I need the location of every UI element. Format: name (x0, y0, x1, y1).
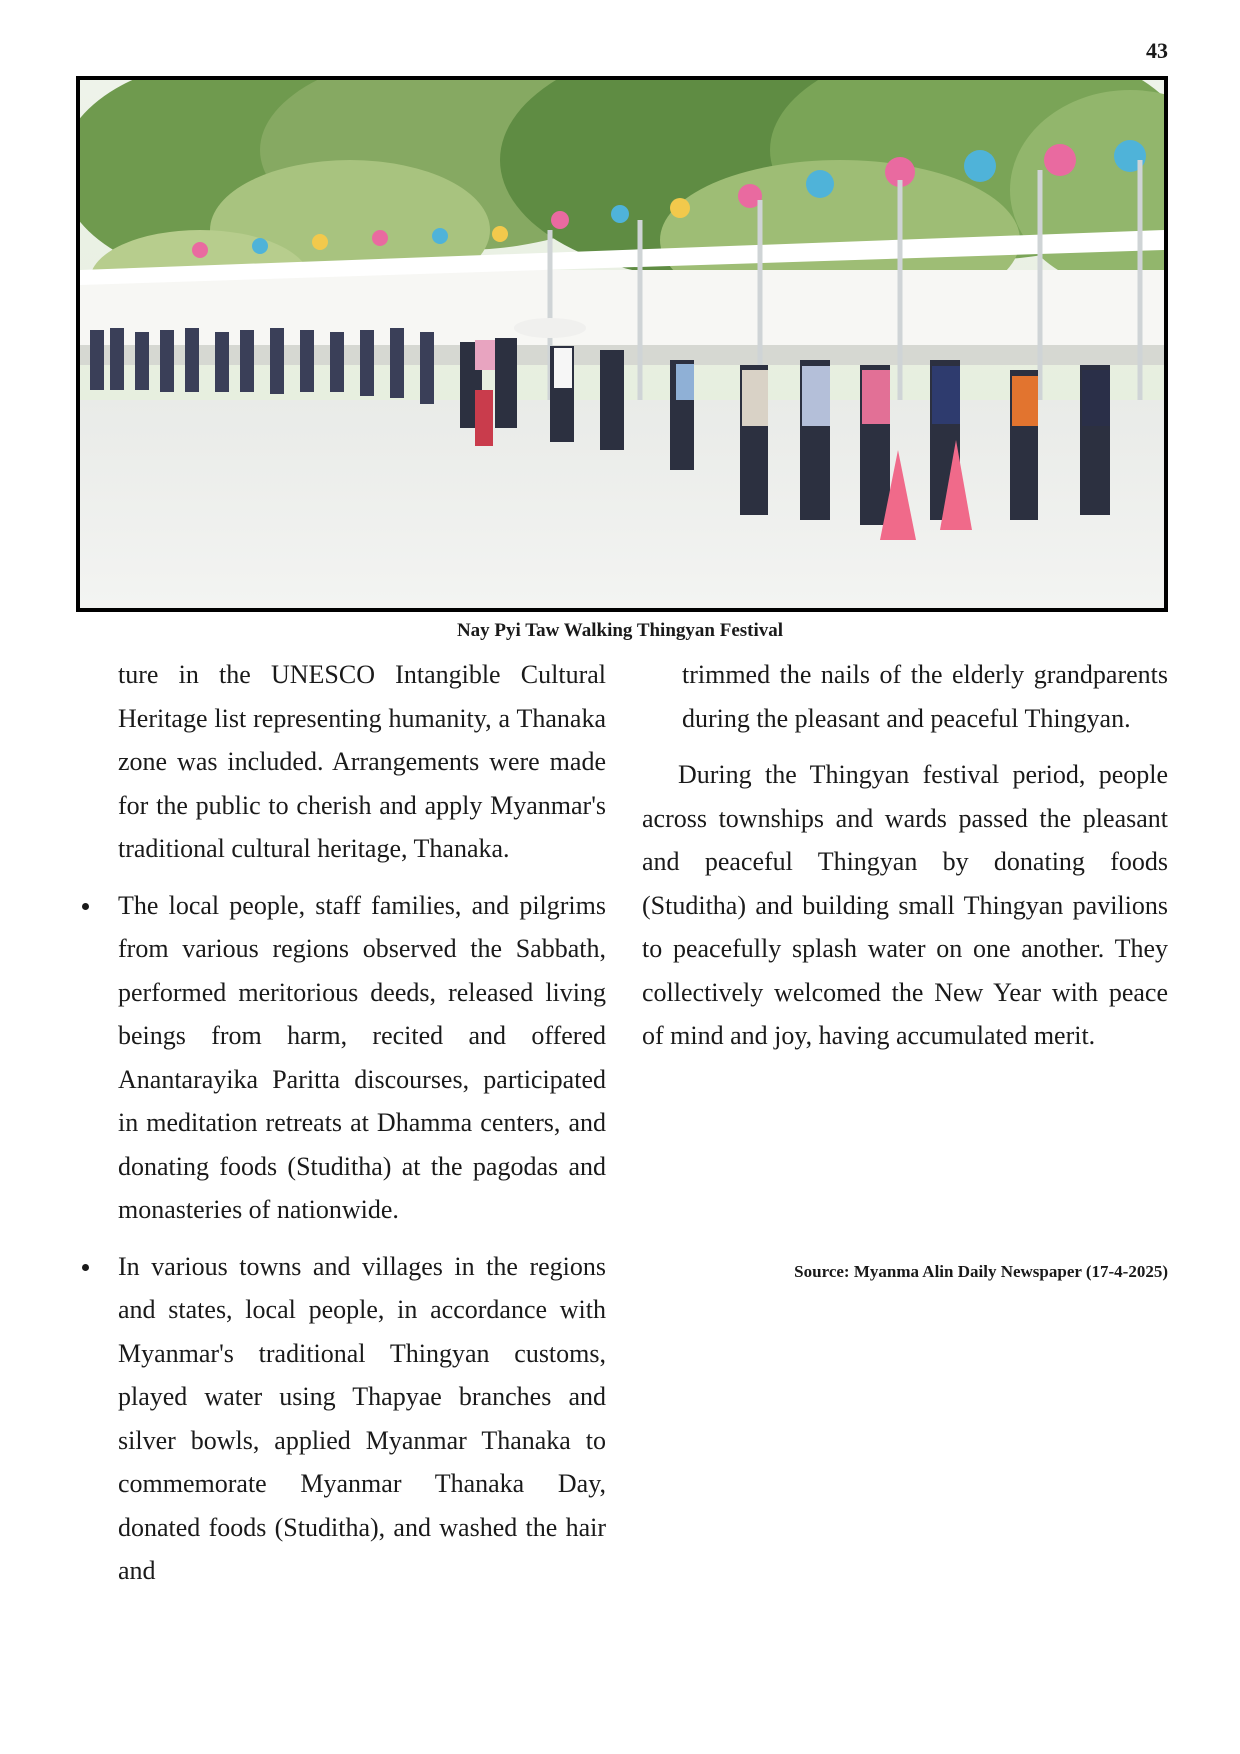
right-column (642, 653, 1168, 1058)
intro-paragraph: ture in the UNESCO Intangible Cultural Heritage list representing humanity, a Thanaka zone was included. Arrangements were made for the public to cherish and apply Myanmar's traditional cultural heritage, Thanaka. (118, 660, 606, 863)
continuation-paragraph: trimmed the nails of the elderly grandparents during the pleasant and peaceful Thingyan. (682, 660, 1168, 733)
bullet-text: In various towns and villages in the regions and states, local people, in accordance with Myanmar's traditional Thingyan customs, played water using Thapyae branches and silver bowls, applied Myanmar Thanaka to commemorate Myanmar Thanaka Day, donated foods (Studitha), and washed the hair and (118, 1251, 606, 1585)
bullet-text: The local people, staff families, and pilgrims from various regions observed the Sabbath, performed meritorious deeds, released living beings from harm, recited and offered Anantarayika Paritta discourses, participated in meditation retreats at Dhamma centers, and donating foods (Studitha) at the pagodas and monasteries of nationwide. (118, 890, 606, 1224)
figure-caption: Nay Pyi Taw Walking Thingyan Festival (456, 620, 784, 641)
bullet-item (78, 1245, 606, 1593)
festival-photo (76, 76, 1168, 612)
bullet-icon (82, 903, 89, 910)
left-column (78, 653, 606, 1593)
bullet-item (78, 884, 606, 1232)
bullet-icon (82, 1264, 89, 1271)
festival-photo-illustration (80, 80, 1164, 608)
source-citation: Source: Myanma Alin Daily Newspaper (17-4-2025) (794, 1262, 1168, 1281)
body-paragraph: During the Thingyan festival period, people across townships and wards passed the pleasant and peaceful Thingyan by donating foods (Studitha) and building small Thingyan pavilions to peacefully splash water on one another. They collectively welcomed the New Year with peace of mind and joy, having accumulated merit. (642, 760, 1168, 1050)
page-number: 43 (1146, 38, 1168, 63)
